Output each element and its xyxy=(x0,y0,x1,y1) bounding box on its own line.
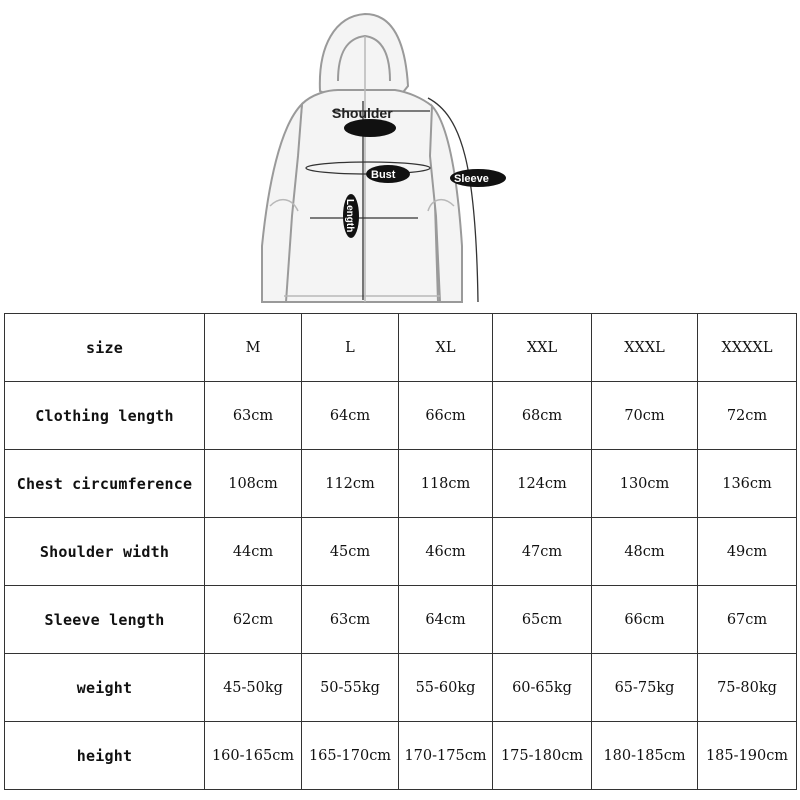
table-cell: 118cm xyxy=(399,450,493,518)
table-cell: 50-55kg xyxy=(302,654,399,722)
size-xl: XL xyxy=(399,314,493,382)
header-size-label: size xyxy=(5,314,205,382)
table-cell: 75-80kg xyxy=(698,654,797,722)
svg-text:Shoulder: Shoulder xyxy=(332,105,393,121)
table-cell: 72cm xyxy=(698,382,797,450)
svg-text:Bust: Bust xyxy=(371,169,396,181)
row-label: height xyxy=(5,722,205,790)
table-row xyxy=(5,722,797,790)
svg-text:Length: Length xyxy=(344,199,355,233)
size-chart-table xyxy=(4,313,797,790)
table-cell: 124cm xyxy=(493,450,592,518)
table-cell: 46cm xyxy=(399,518,493,586)
table-cell: 130cm xyxy=(592,450,698,518)
table-cell: 170-175cm xyxy=(399,722,493,790)
table-cell: 66cm xyxy=(592,586,698,654)
table-cell: 62cm xyxy=(205,586,302,654)
table-cell: 45-50kg xyxy=(205,654,302,722)
row-label: Sleeve length xyxy=(5,586,205,654)
table-row xyxy=(5,654,797,722)
table-cell: 64cm xyxy=(399,586,493,654)
size-xxxxl: XXXXL xyxy=(698,314,797,382)
row-label: weight xyxy=(5,654,205,722)
jacket-outline xyxy=(262,14,462,302)
row-label: Shoulder width xyxy=(5,518,205,586)
table-cell: 49cm xyxy=(698,518,797,586)
table-cell: 185-190cm xyxy=(698,722,797,790)
size-xxxl: XXXL xyxy=(592,314,698,382)
table-cell: 175-180cm xyxy=(493,722,592,790)
length-label xyxy=(343,194,359,238)
table-row xyxy=(5,586,797,654)
table-cell: 68cm xyxy=(493,382,592,450)
table-cell: 48cm xyxy=(592,518,698,586)
size-m: M xyxy=(205,314,302,382)
table-cell: 60-65kg xyxy=(493,654,592,722)
row-label: Chest circumference xyxy=(5,450,205,518)
table-row xyxy=(5,450,797,518)
table-cell: 55-60kg xyxy=(399,654,493,722)
svg-text:Sleeve: Sleeve xyxy=(454,173,489,185)
table-cell: 65cm xyxy=(493,586,592,654)
row-label: Clothing length xyxy=(5,382,205,450)
size-xxl: XXL xyxy=(493,314,592,382)
table-cell: 70cm xyxy=(592,382,698,450)
table-row xyxy=(5,518,797,586)
sleeve-label xyxy=(450,169,506,187)
size-l: L xyxy=(302,314,399,382)
table-cell: 180-185cm xyxy=(592,722,698,790)
table-cell: 63cm xyxy=(302,586,399,654)
jacket-measurement-diagram xyxy=(240,6,540,306)
table-header-row xyxy=(5,314,797,382)
bust-label xyxy=(366,165,410,183)
table-cell: 112cm xyxy=(302,450,399,518)
table-row xyxy=(5,382,797,450)
table-cell: 136cm xyxy=(698,450,797,518)
table-cell: 45cm xyxy=(302,518,399,586)
table-cell: 64cm xyxy=(302,382,399,450)
table-cell: 63cm xyxy=(205,382,302,450)
table-cell: 108cm xyxy=(205,450,302,518)
table-cell: 65-75kg xyxy=(592,654,698,722)
table-cell: 67cm xyxy=(698,586,797,654)
table-cell: 47cm xyxy=(493,518,592,586)
table-cell: 44cm xyxy=(205,518,302,586)
table-cell: 160-165cm xyxy=(205,722,302,790)
table-cell: 66cm xyxy=(399,382,493,450)
table-cell: 165-170cm xyxy=(302,722,399,790)
